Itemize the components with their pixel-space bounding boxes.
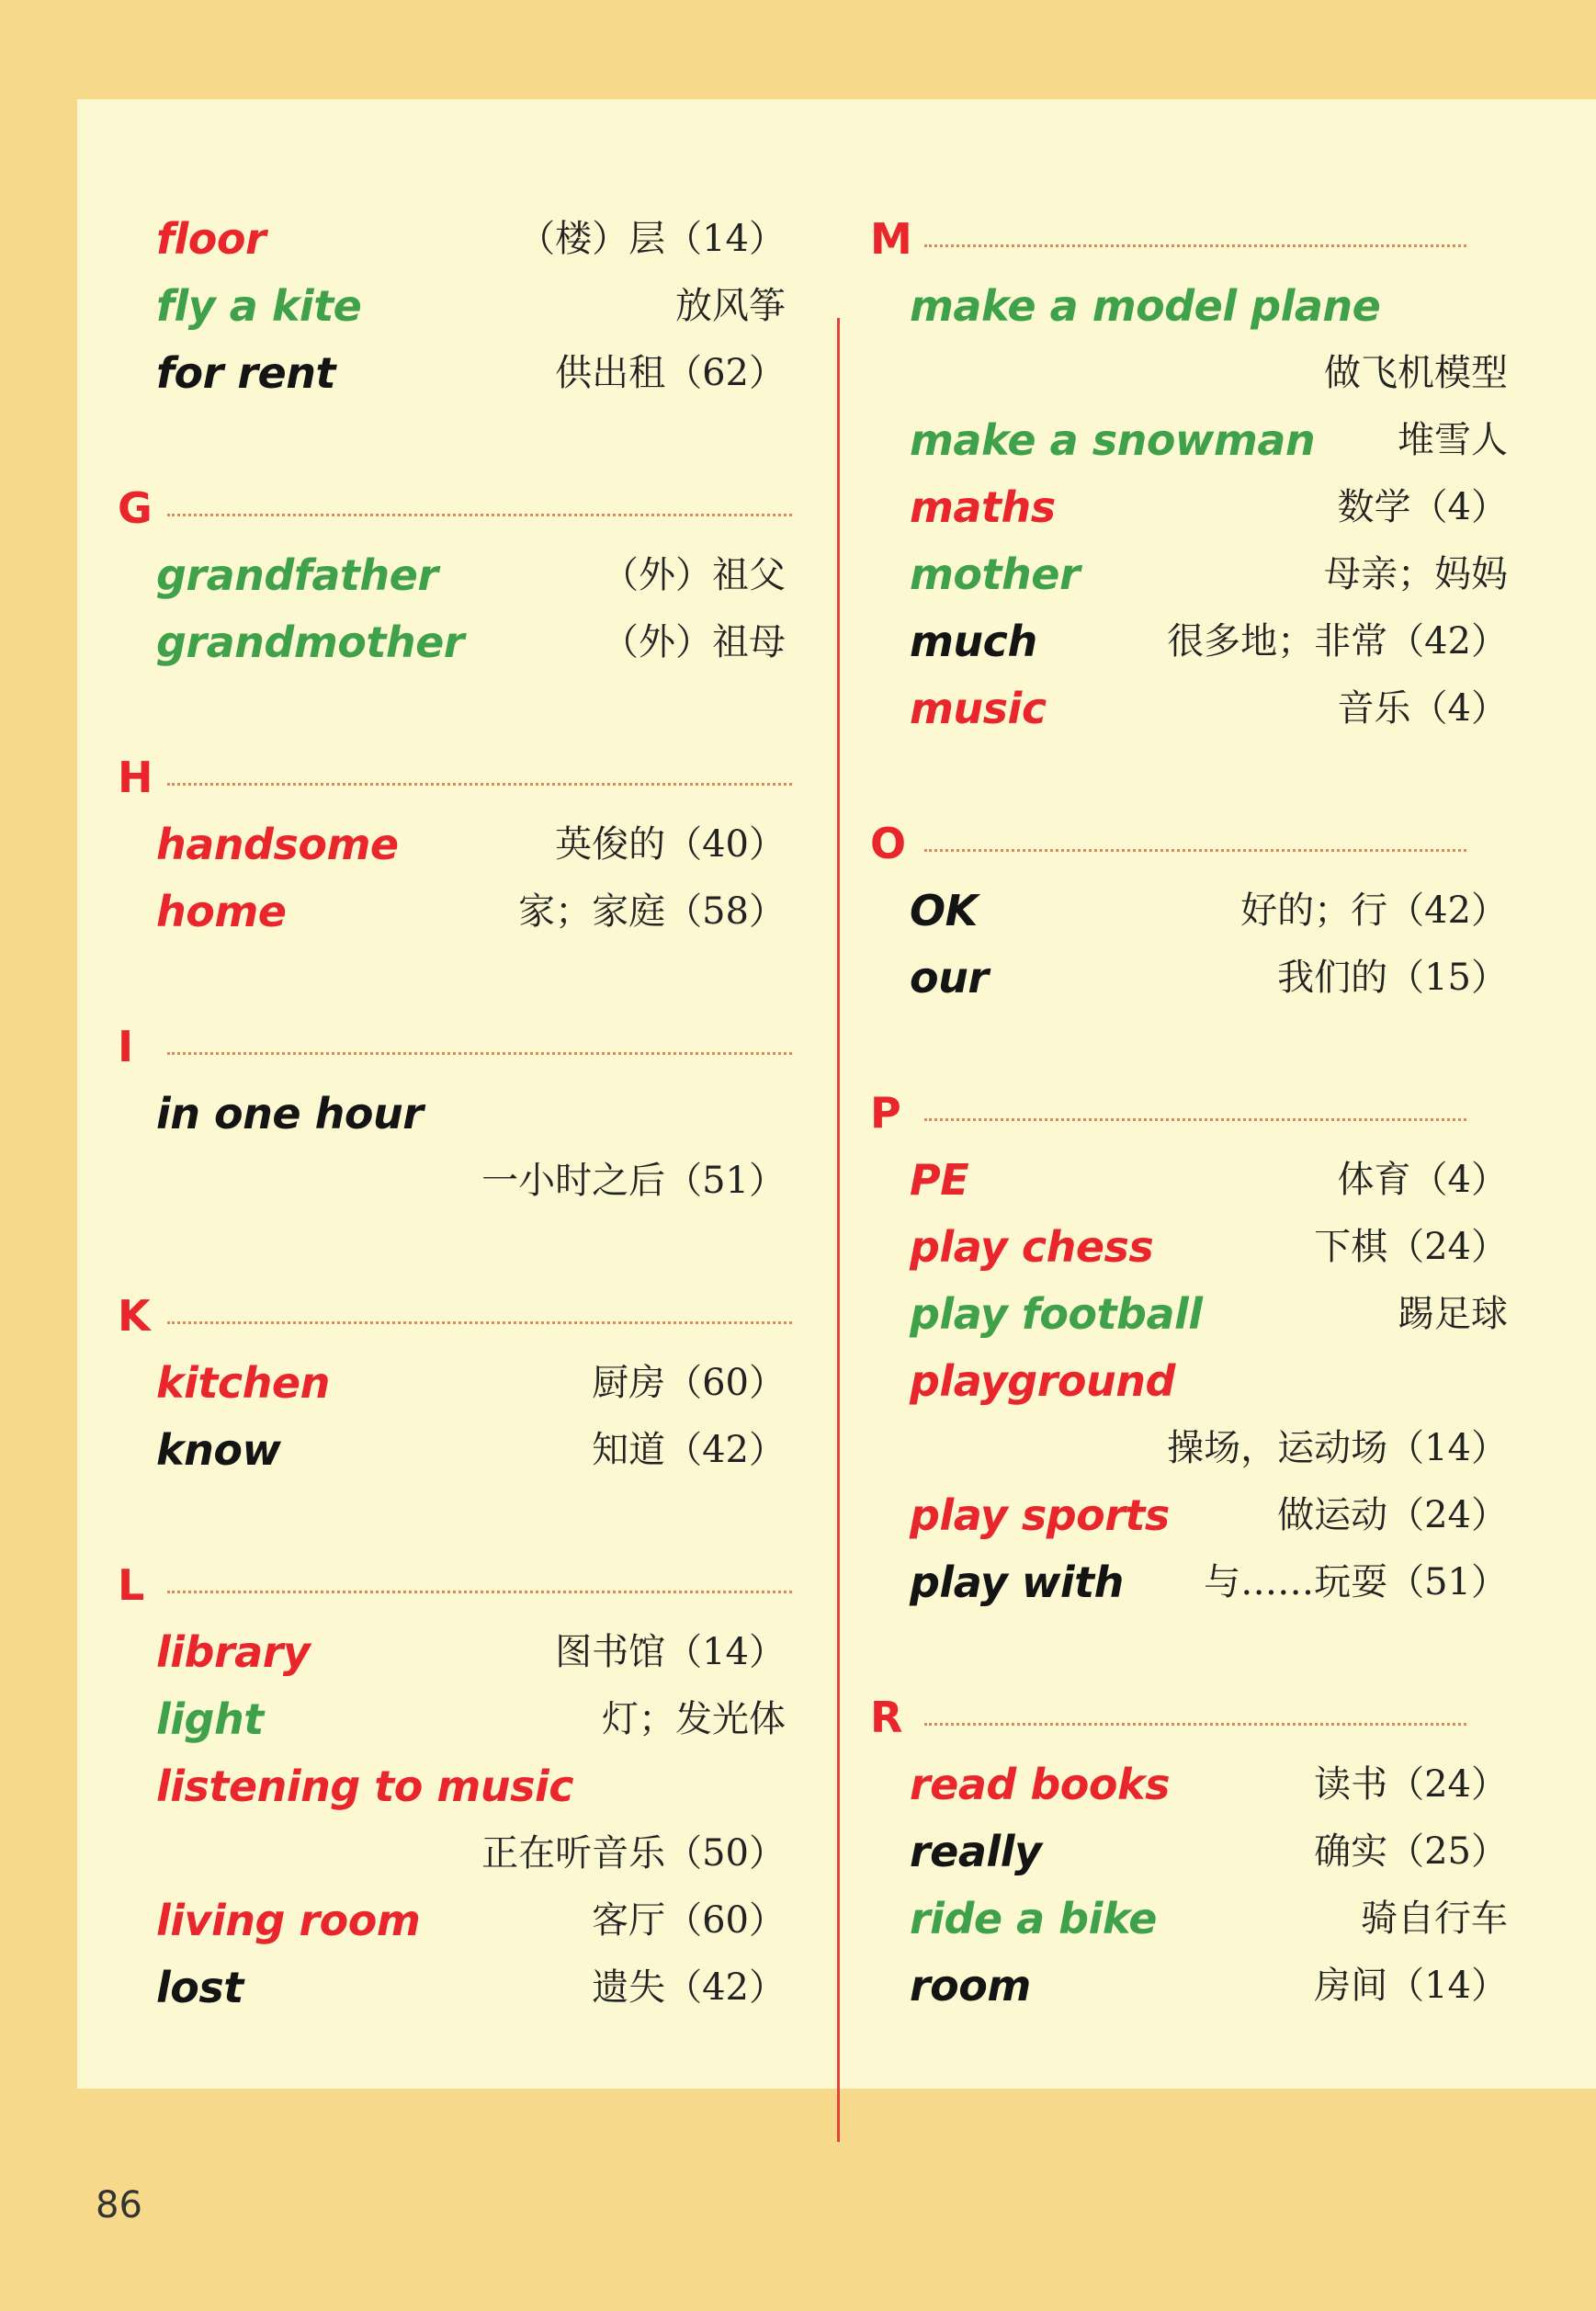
vocab-word: really: [910, 1827, 1042, 1876]
vocab-word: library: [156, 1627, 311, 1677]
page-number: 86: [96, 2184, 142, 2226]
vocab-word: make a snowman: [910, 415, 1316, 465]
vocab-word: mother: [910, 549, 1081, 599]
vocab-meaning: 读书（24）: [1314, 1763, 1508, 1806]
vocab-meaning: 堆雪人: [1398, 419, 1508, 461]
section-divider-dots: [167, 1321, 792, 1324]
vocab-word: make a model plane: [910, 281, 1381, 331]
vocab-word: play with: [910, 1558, 1124, 1607]
vocab-meaning: 客厅（60）: [592, 1899, 786, 1942]
vocab-meaning: 图书馆（14）: [555, 1631, 786, 1673]
vocab-meaning: 英俊的（40）: [555, 823, 786, 866]
vocab-word: kitchen: [156, 1358, 330, 1408]
vocab-meaning: （外）祖父: [602, 554, 786, 596]
vocab-meaning: 音乐（4）: [1337, 687, 1508, 730]
vocab-meaning: 家；家庭（58）: [518, 890, 786, 933]
vocab-word: play football: [910, 1289, 1203, 1339]
vocab-word: light: [156, 1694, 264, 1744]
vocab-word: ride a bike: [910, 1894, 1157, 1943]
vocab-meaning: 确实（25）: [1314, 1830, 1508, 1873]
vocabulary-page: [77, 99, 1596, 2089]
vocab-meaning: 放风筝: [675, 285, 786, 327]
vocab-meaning: 母亲；妈妈: [1324, 553, 1508, 595]
section-letter-m: M: [870, 214, 912, 264]
section-divider-dots: [167, 783, 792, 786]
vocab-word: play chess: [910, 1222, 1154, 1272]
section-divider-dots: [167, 514, 792, 516]
vocab-word: know: [156, 1425, 281, 1475]
vocab-word: in one hour: [156, 1089, 424, 1139]
vocab-meaning: 与……玩耍（51）: [1204, 1561, 1508, 1603]
vocab-word: room: [910, 1961, 1031, 2011]
section-divider-dots: [167, 1052, 792, 1055]
section-divider-dots: [167, 1591, 792, 1593]
vocab-word: music: [910, 684, 1047, 733]
vocab-word: floor: [156, 214, 266, 264]
right-column: [840, 99, 1596, 2089]
vocab-word: listening to music: [156, 1762, 574, 1811]
vocab-meaning: 骑自行车: [1361, 1898, 1508, 1940]
vocab-word: lost: [156, 1963, 243, 2012]
vocab-word: our: [910, 953, 989, 1003]
vocab-meaning: 踢足球: [1398, 1293, 1508, 1335]
vocab-meaning: 遗失（42）: [592, 1966, 786, 2009]
vocab-meaning: 很多地；非常（42）: [1167, 620, 1508, 663]
vocab-word: much: [910, 617, 1037, 666]
vocab-word: handsome: [156, 820, 399, 869]
vocab-meaning: 房间（14）: [1314, 1965, 1508, 2007]
vocab-word: grandfather: [156, 550, 438, 600]
vocab-meaning: 做运动（24）: [1277, 1494, 1508, 1536]
vocab-meaning: 数学（4）: [1337, 486, 1508, 528]
vocab-word: fly a kite: [156, 281, 362, 331]
section-letter-i: I: [118, 1022, 134, 1071]
vocab-word: OK: [910, 886, 978, 935]
vocab-meaning: 好的；行（42）: [1240, 889, 1508, 932]
left-column: [77, 99, 837, 2089]
section-letter-k: K: [118, 1291, 151, 1341]
section-divider-dots: [924, 244, 1466, 247]
section-letter-p: P: [870, 1088, 901, 1138]
vocab-word: living room: [156, 1896, 421, 1945]
vocab-meaning: 一小时之后（51）: [481, 1160, 786, 1202]
vocab-meaning: 供出租（62）: [555, 352, 786, 394]
vocab-word: read books: [910, 1760, 1170, 1809]
vocab-meaning: 正在听音乐（50）: [481, 1832, 786, 1875]
vocab-meaning: 厨房（60）: [592, 1362, 786, 1404]
vocab-word: play sports: [910, 1490, 1170, 1540]
vocab-word: grandmother: [156, 617, 464, 667]
vocab-meaning: 体育（4）: [1337, 1159, 1508, 1201]
vocab-meaning: （楼）层（14）: [518, 218, 786, 260]
section-divider-dots: [924, 1118, 1466, 1121]
section-letter-h: H: [118, 753, 153, 802]
section-letter-g: G: [118, 483, 153, 533]
section-letter-r: R: [870, 1693, 903, 1742]
section-divider-dots: [924, 1723, 1466, 1726]
vocab-meaning: 我们的（15）: [1277, 957, 1508, 999]
vocab-word: home: [156, 887, 287, 936]
vocab-word: playground: [910, 1356, 1175, 1406]
section-letter-l: L: [118, 1560, 145, 1610]
section-letter-o: O: [870, 819, 907, 868]
vocab-meaning: 做飞机模型: [1324, 352, 1508, 394]
vocab-meaning: 下棋（24）: [1314, 1226, 1508, 1268]
vocab-word: maths: [910, 482, 1056, 532]
section-divider-dots: [924, 849, 1466, 852]
vocab-meaning: 操场，运动场（14）: [1167, 1427, 1508, 1469]
vocab-word: PE: [910, 1155, 969, 1205]
vocab-meaning: 知道（42）: [592, 1429, 786, 1471]
vocab-meaning: （外）祖母: [602, 621, 786, 663]
vocab-word: for rent: [156, 348, 335, 398]
vocab-meaning: 灯；发光体: [602, 1698, 786, 1740]
